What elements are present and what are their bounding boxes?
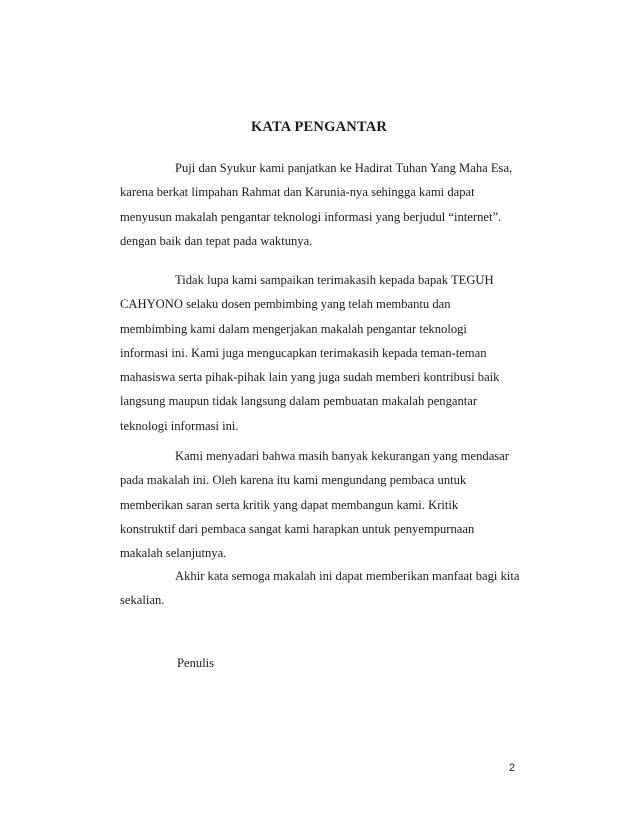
paragraph-2 [120, 268, 530, 438]
paragraph-line: informasi ini. Kami juga mengucapkan terimakasih kepada teman-teman [120, 345, 487, 360]
paragraph-line: dengan baik dan tepat pada waktunya. [120, 233, 313, 248]
paragraph-line: karena berkat limpahan Rahmat dan Karunia-nya sehingga kami dapat [120, 185, 475, 200]
paragraph-line: konstruktif dari pembaca sangat kami harapkan untuk penyempurnaan [120, 521, 475, 536]
paragraph-line: memberikan saran serta kritik yang dapat membangun kami. Kritik [120, 497, 459, 512]
paragraph-line: menyusun makalah pengantar teknologi informasi yang berjudul “internet”. [120, 209, 502, 224]
paragraph-line: langsung maupun tidak langsung dalam pembuatan makalah pengantar [120, 394, 478, 409]
paragraph-line: makalah selanjutnya. [120, 546, 227, 561]
paragraph-line: pada makalah ini. Oleh karena itu kami mengundang pembaca untuk [120, 473, 467, 488]
paragraph-3 [120, 444, 530, 565]
paragraph-line: Kami menyadari bahwa masih banyak kekurangan yang mendasar [175, 449, 509, 463]
signature: Penulis [177, 656, 215, 670]
paragraph-line: membimbing kami dalam mengerjakan makalah pengantar teknologi [120, 321, 467, 336]
paragraph-4 [120, 564, 530, 613]
paragraph-line: Akhir kata semoga makalah ini dapat memberikan manfaat bagi kita [175, 569, 520, 583]
paragraph-line: teknologi informasi ini. [120, 418, 239, 433]
paragraph-line: sekalian. [120, 593, 165, 608]
paragraph-line: CAHYONO selaku dosen pembimbing yang telah membantu dan [120, 297, 451, 312]
page-title: KATA PENGANTAR [250, 119, 388, 135]
page-number: 2 [509, 762, 516, 774]
paragraph-line: mahasiswa serta pihak-pihak lain yang juga sudah memberi kontribusi baik [120, 370, 500, 385]
paragraph-line: Puji dan Syukur kami panjatkan ke Hadirat Tuhan Yang Maha Esa, [175, 161, 513, 175]
paragraph-1 [120, 156, 530, 253]
paragraph-line: Tidak lupa kami sampaikan terimakasih kepada bapak TEGUH [175, 273, 494, 287]
